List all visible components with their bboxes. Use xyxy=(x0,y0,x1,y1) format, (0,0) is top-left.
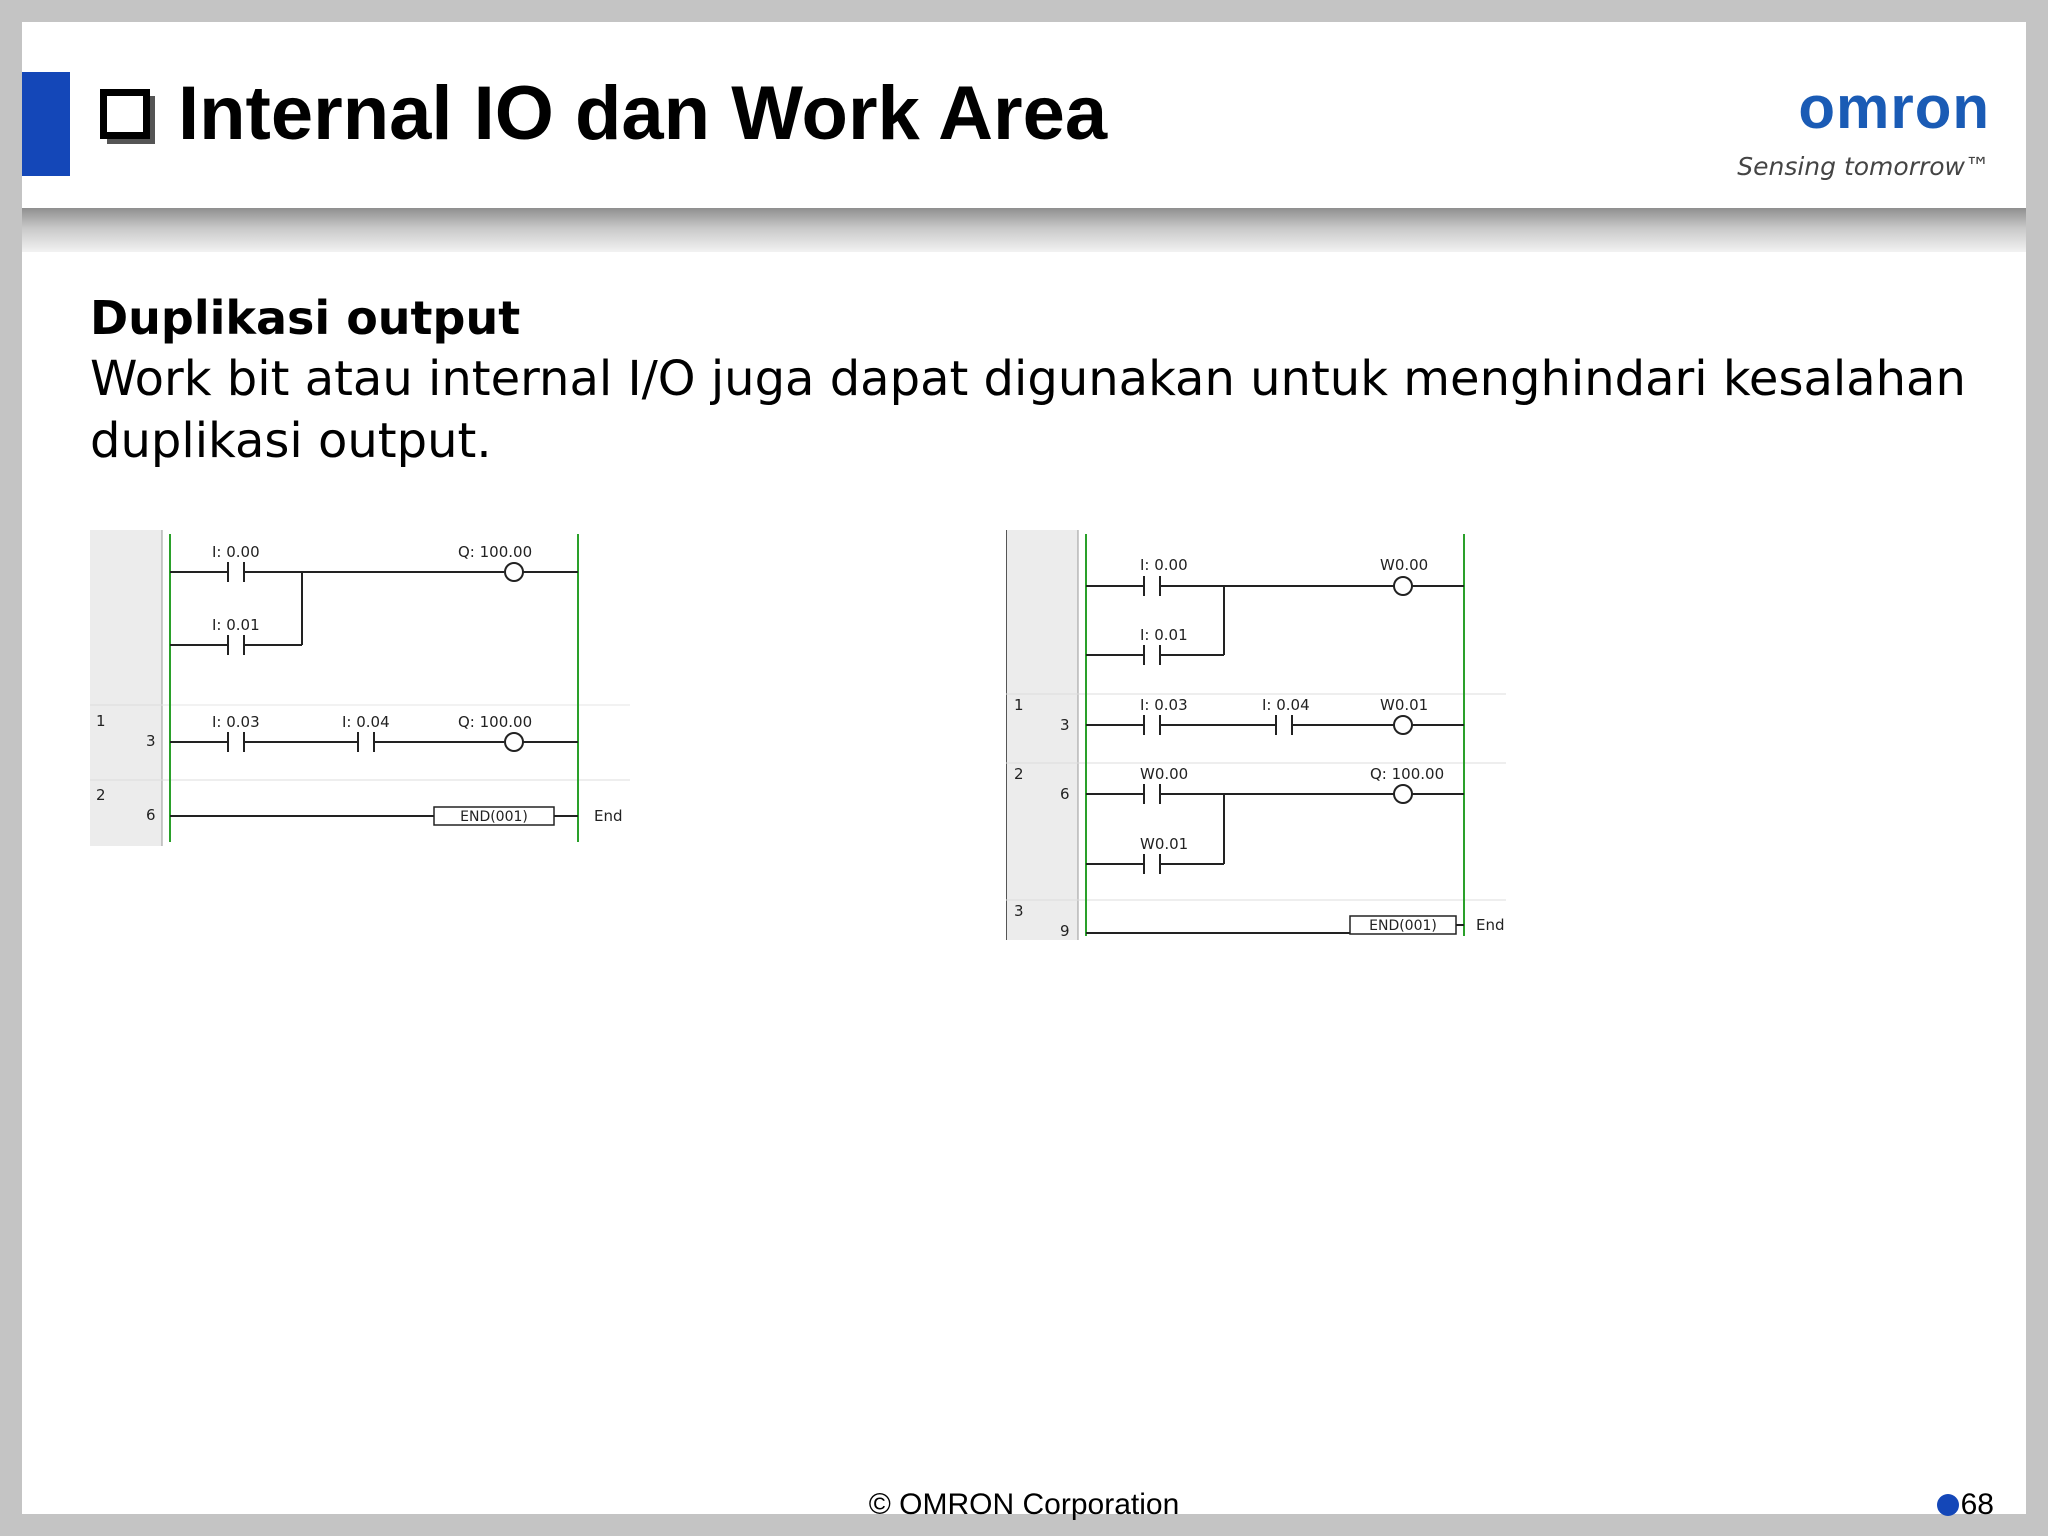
slide xyxy=(22,22,2026,1521)
checkbox-bullet-icon xyxy=(100,89,150,139)
coil-label: W0.01 xyxy=(1380,696,1429,714)
ladder-diagram-left xyxy=(90,530,630,846)
omron-logo xyxy=(1737,74,1990,181)
step-number: 3 xyxy=(1060,716,1070,734)
contact-label: W0.00 xyxy=(1140,765,1189,783)
contact-label: I: 0.00 xyxy=(1140,556,1188,574)
step-number: 9 xyxy=(1060,922,1070,940)
step-number: 6 xyxy=(146,806,156,824)
slide-title-text: Internal IO dan Work Area xyxy=(178,71,1108,156)
rung-gutter xyxy=(1006,530,1078,940)
body-text xyxy=(90,288,1970,472)
branch-contact-label: W0.01 xyxy=(1140,835,1189,853)
step-number: 6 xyxy=(1060,785,1070,803)
end-instruction: END(001) xyxy=(460,809,528,825)
page-dot-icon xyxy=(1937,1494,1959,1516)
rung-number: 2 xyxy=(1014,765,1024,783)
rung-number: 3 xyxy=(1014,902,1024,920)
rung-number: 2 xyxy=(96,786,106,804)
coil-label: Q: 100.00 xyxy=(458,543,533,561)
rung-number: 1 xyxy=(96,712,106,730)
logo-tagline: Sensing tomorrow™ xyxy=(1737,152,1990,181)
title-accent-bar xyxy=(22,72,70,176)
page-number xyxy=(1937,1488,1994,1522)
contact-label: I: 0.03 xyxy=(212,713,260,731)
subheading: Duplikasi output xyxy=(90,291,521,345)
contact-label: I: 0.03 xyxy=(1140,696,1188,714)
contact-label: I: 0.04 xyxy=(1262,696,1310,714)
coil-label: W0.00 xyxy=(1380,556,1429,574)
page-number-text: 68 xyxy=(1960,1488,1994,1521)
step-number: 3 xyxy=(146,732,156,750)
coil-label: Q: 100.00 xyxy=(1370,765,1445,783)
footer-copyright: © OMRON Corporation xyxy=(868,1488,1180,1521)
logo-wordmark: omron xyxy=(1798,74,1990,141)
paragraph: Work bit atau internal I/O juga dapat digunakan untuk menghindari kesalahan duplikasi output. xyxy=(90,351,1966,469)
contact-label: I: 0.00 xyxy=(212,543,260,561)
contact-label: I: 0.04 xyxy=(342,713,390,731)
end-label: End xyxy=(1476,916,1505,934)
header-divider xyxy=(22,208,2026,252)
branch-contact-label: I: 0.01 xyxy=(212,616,260,634)
slide-title xyxy=(100,70,1107,157)
end-instruction: END(001) xyxy=(1369,918,1437,934)
ladder-diagram-right xyxy=(1006,530,1506,940)
branch-contact-label: I: 0.01 xyxy=(1140,626,1188,644)
rung-number: 1 xyxy=(1014,696,1024,714)
coil-label: Q: 100.00 xyxy=(458,713,533,731)
end-label: End xyxy=(594,807,623,825)
